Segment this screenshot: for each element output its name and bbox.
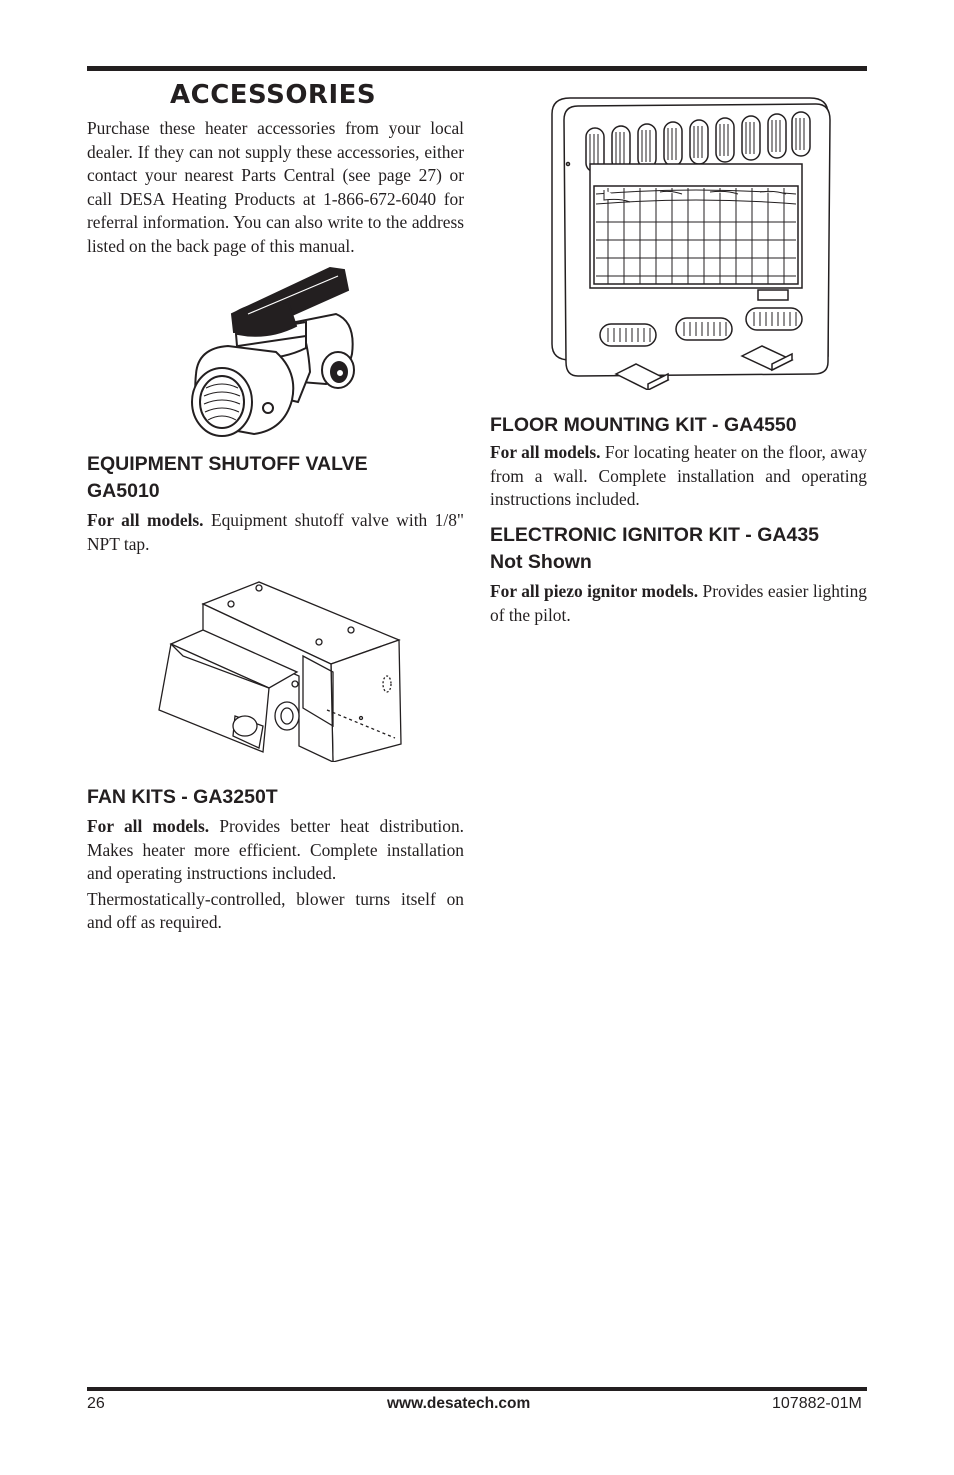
floor-heading: FLOOR MOUNTING KIT - GA4550 [490,414,797,436]
valve-description [87,509,464,556]
fan-section [87,784,464,935]
floor-description [490,441,867,512]
footer-url[interactable]: www.desatech.com [387,1395,531,1412]
valve-heading-line2: GA5010 [87,480,160,502]
valve-lead: For all models. [87,510,204,530]
ignitor-heading [490,522,867,576]
fan-heading: FAN KITS - GA3250T [87,786,278,808]
valve-section [87,451,464,556]
ignitor-heading-line2: Not Shown [490,551,592,573]
top-rule [87,66,867,71]
fan-description-2: Thermostatically-controlled, blower turns itself on and off as required. [87,888,464,932]
floor-text: For locating heater on the floor, away from a wall. Complete installation and operating instructions included. [490,442,867,509]
ignitor-heading-line1: ELECTRONIC IGNITOR KIT - GA435 [490,524,820,546]
fan-text: Provides better heat distribution. Makes heater more efficient. Complete installation and operating instructions included. [87,816,464,883]
fan-description [87,815,464,886]
ignitor-lead: For all piezo ignitor models. [490,581,699,601]
page-number: 26 [87,1395,105,1412]
fan-lead: For all models. [87,816,210,836]
bottom-rule [87,1387,867,1391]
floor-lead: For all models. [490,442,601,462]
ignitor-text: Provides easier lighting of the pilot. [490,581,867,625]
intro-block [87,117,464,258]
fan-kit-illustration [155,576,407,762]
valve-heading-line1: EQUIPMENT SHUTOFF VALVE [87,453,368,475]
page-title: ACCESSORIES [170,80,377,110]
ignitor-description [490,580,867,627]
valve-text: Equipment shutoff valve with 1/8" NPT tap. [87,510,465,554]
doc-number: 107882-01M [772,1395,862,1412]
floor-section [490,412,867,512]
valve-heading [87,451,464,505]
ignitor-section [490,522,867,627]
shutoff-valve-illustration [188,262,360,440]
intro-paragraph: Purchase these heater accessories from your local dealer. If they can not supply these accessories, either contact your nearest Parts Central (see page 27) or call DESA Heating Products at 1-866-672-6040 for referral information. You can also write to the address listed on the back page of this manual. [87,118,464,256]
floor-mounting-kit-illustration [550,94,832,390]
